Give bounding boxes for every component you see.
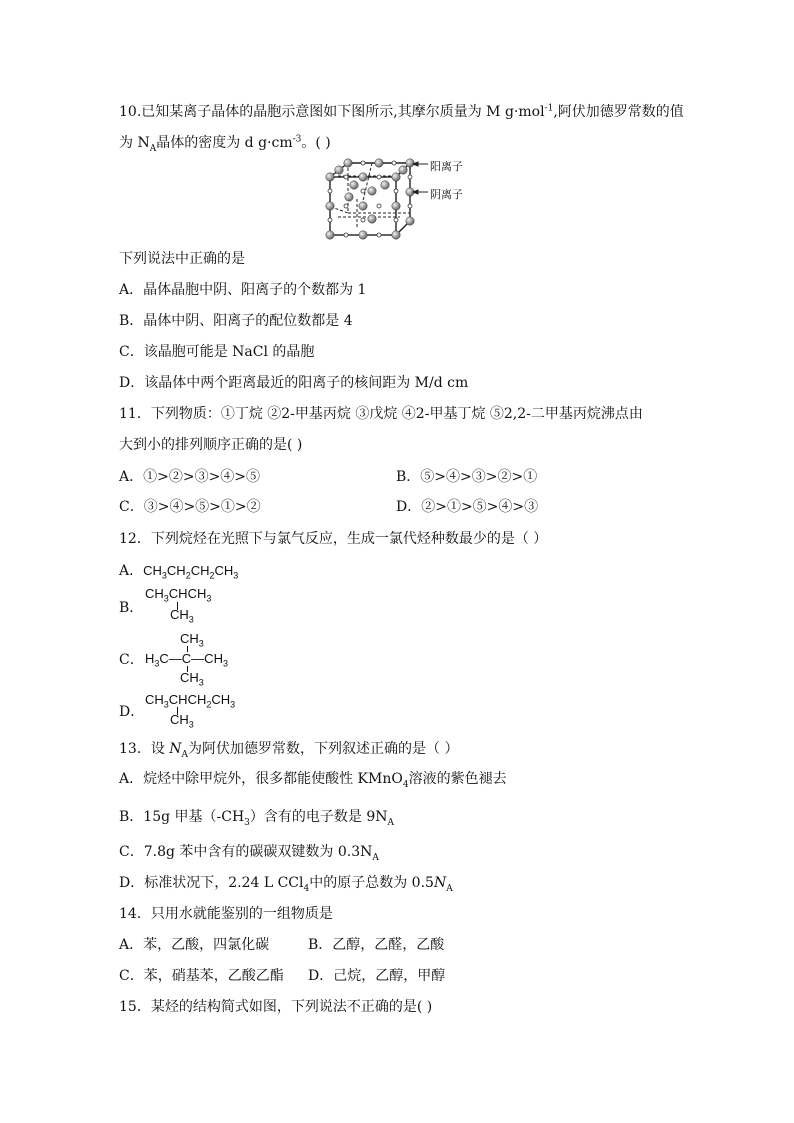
q14-option-c: C．苯，硝基苯，乙酸乙酯 [119,968,284,984]
legend-cation: 阳离子 [430,160,463,173]
q13-line1: 13．设 $N_A$为阿伏加德罗常数，下列叙述正确的是（ ） [119,741,459,760]
q12-c-top: $CH_3$ [180,631,204,649]
q14-option-b: B．乙醇，乙醛，乙酸 [308,937,445,953]
q10-line1: 10.已知某离子晶体的晶胞示意图如下图所示,其摩尔质量为 M g·mol$^{-1}$,阿伏加德罗常数的值 [119,103,684,120]
q12-option-b-label: B． [119,600,144,616]
q11-line1: 11．下列物质：①丁烷 ②2-甲基丙烷 ③戊烷 ④2-甲基丁烷 ⑤2,2-二甲基丙烷沸点由 [119,406,643,422]
q10-option-d: D．该晶体中两个距离最近的阳离子的核间距为 M/d cm [119,375,469,391]
q10-option-b: B．晶体中阴、阳离子的配位数都是 4 [119,313,353,329]
q11-option-d: D．②>①>⑤>④>③ [396,499,539,515]
q10-option-c: C．该晶胞可能是 NaCl 的晶胞 [119,344,315,360]
q14-line1: 14．只用水就能鉴别的一组物质是 [119,906,333,922]
q12-c-bottom: $CH_3$ [180,670,204,688]
q11-option-a: A．①>②>③>④>⑤ [119,469,261,485]
q10-option-a: A．晶体晶胞中阴、阳离子的个数都为 1 [119,282,367,298]
q15-line1: 15．某烃的结构简式如图，下列说法不正确的是( ) [119,999,433,1015]
q12-d-branch: $CH_3$ [170,712,194,730]
q12-option-d-label: D． [119,704,145,720]
q11-option-c: C．③>④>⑤>①>② [119,499,261,515]
q11-option-b: B．⑤>④>③>②>① [396,469,538,485]
q13-option-b: B．15g 甲基$(-CH_3)$含有的电子数是 $9N_A$ [119,809,395,828]
legend-arrows [413,162,428,194]
q12-d-formula-main: $CH_3CHCH_2CH_3$ [145,692,236,710]
q13-option-d: D．标准状况下，2.24 L CCl$_4$中的原子总数为 $0.5N_A$ [119,875,453,894]
q12-option-c-label: C． [119,652,144,668]
ions [326,159,414,239]
q12-b-formula-main: $CH_3CHCH_3$ [145,586,212,604]
q14-option-a: A．苯，乙酸，四氯化碳 [119,937,270,953]
q10-line2: 为 $N_A$晶体的密度为 d $g\cdot cm^{-3}$。( ) [119,134,331,154]
q12-c-formula-main: $H_3C—C—CH_3$ [145,651,228,669]
q12-option-a: A．$CH_3CH_2CH_2CH_3$ [119,563,239,581]
q13-option-c: C．7.8g 苯中含有的碳碳双键数为 $0.3N_A$ [119,844,379,863]
q12-a-formula: $CH_3CH_2CH_2CH_3$ [143,563,239,581]
q10-stem: 下列说法中正确的是 [119,251,245,267]
q14-option-d: D．己烷，乙醇，甲醇 [308,968,446,984]
q13-option-a: A．烷烃中除甲烷外，很多都能使酸性 KMnO$_4$溶液的紫色褪去 [119,771,507,790]
legend-anion: 阴离子 [430,188,463,201]
q12-line1: 12．下列烷烃在光照下与氯气反应，生成一氯代烃种数最少的是（ ） [119,531,548,547]
q11-line2: 大到小的排列顺序正确的是( ) [119,437,303,453]
q12-b-branch: $CH_3$ [170,607,194,625]
